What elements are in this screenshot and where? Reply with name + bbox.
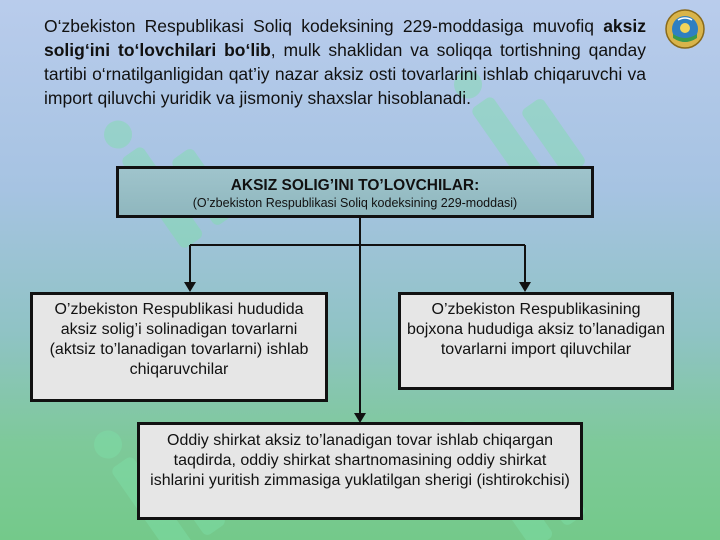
intro-bold-text: aksiz solig‘ini to‘lovchilari bo‘lib (44, 16, 646, 60)
payers-header-box (116, 166, 594, 218)
payers-header-title: AKSIZ SOLIG’INI TO’LOVCHILAR: (230, 177, 480, 194)
domestic-producers-box: O’zbekiston Respublikasi hududida aksiz solig’i solinadigan tovarlarni (aktsiz to’lanadigan tovarlarni) ishlab chiqaruvchilar (30, 292, 328, 402)
simple-partnership-box: Oddiy shirkat aksiz to’lanadigan tovar ishlab chiqargan taqdirda, oddiy shirkat shartnomasining oddiy shirkat ishlarini yuritish zimmasiga yuklatilgan sherigi (ishtirokchisi) (137, 422, 583, 520)
importers-box: O’zbekiston Respublikasining bojxona hududiga aksiz to’lanadigan tovarlarni import qiluvchilar (398, 292, 674, 390)
intro-text-start: O‘zbekiston Respublikasi Soliq kodeksining 229-moddasiga muvofiq (44, 16, 604, 36)
intro-text-end: , mulk shaklidan va soliqqa tortishning qanday tartibi o‘rnatilganligidan qat’iy nazar aksiz osti tovarlarini ishlab chiqaruvchi va import qiluvchi yuridik va jismoniy shaxslar hisoblanadi. (44, 40, 646, 108)
payers-header-subtitle: (O’zbekiston Respublikasi Soliq kodeksining 229-moddasi) (192, 196, 518, 210)
